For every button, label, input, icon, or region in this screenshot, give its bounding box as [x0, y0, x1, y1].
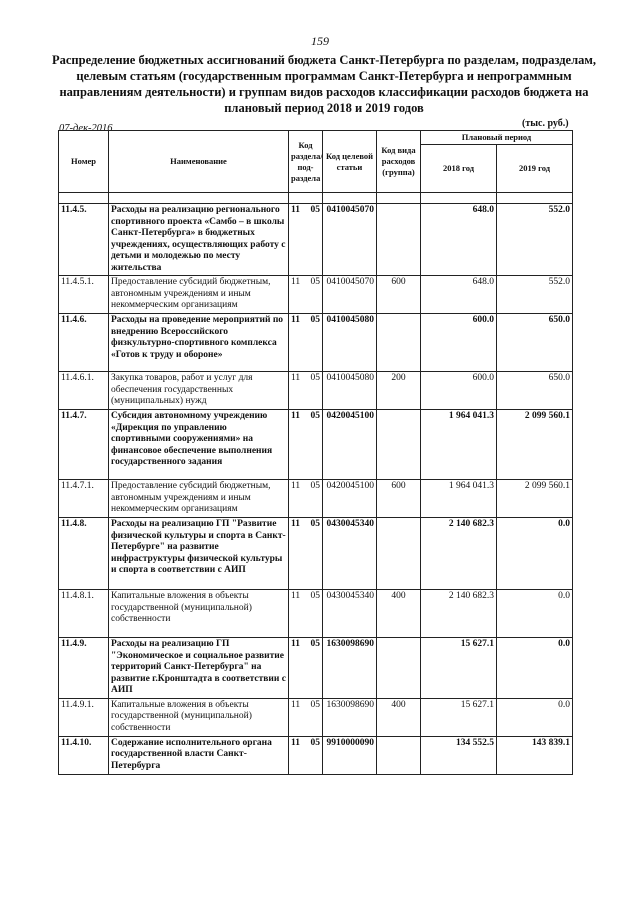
row-target-code: 0410045070	[323, 204, 377, 276]
row-subsection-code: 05	[310, 411, 320, 421]
row-section	[289, 372, 323, 410]
row-section-code: 11	[291, 699, 301, 710]
row-amount-2018: 600.0	[421, 314, 497, 372]
row-section	[289, 480, 323, 518]
row-expense-type	[377, 736, 421, 774]
header-planned-period: Плановый период	[421, 131, 573, 145]
row-target-code: 0410045070	[323, 276, 377, 314]
row-amount-2018: 2 140 682.3	[421, 518, 497, 590]
row-number: 11.4.8.1.	[59, 590, 109, 638]
row-expense-type	[377, 638, 421, 699]
row-section	[289, 314, 323, 372]
row-name: Расходы на реализацию регионального спортивного проекта «Самбо – в школы Санкт-Петербурга» в бюджетных учреждениях, осуществляющих работу с детьми и молодежью по месту жительства	[109, 204, 289, 276]
row-amount-2019: 0.0	[497, 698, 573, 736]
table-row	[59, 638, 573, 699]
row-amount-2019: 2 099 560.1	[497, 410, 573, 480]
row-amount-2019: 0.0	[497, 590, 573, 638]
row-number: 11.4.6.1.	[59, 372, 109, 410]
header-expense-type: Код вида расходов (группа)	[377, 131, 421, 193]
row-subsection-code: 05	[310, 591, 320, 601]
row-name: Предоставление субсидий бюджетным, автономным учреждениям и иным некоммерческим организациям	[109, 276, 289, 314]
row-expense-type: 600	[377, 276, 421, 314]
row-name: Расходы на проведение мероприятий по внедрению Всероссийского физкультурно-спортивного комплекса «Готов к труду и обороне»	[109, 314, 289, 372]
row-target-code: 0420045100	[323, 480, 377, 518]
row-name: Закупка товаров, работ и услуг для обеспечения государственных (муниципальных) нужд	[109, 372, 289, 410]
row-target-code: 1630098690	[323, 638, 377, 699]
table-row	[59, 480, 573, 518]
row-subsection-code: 05	[310, 481, 320, 491]
row-expense-type: 400	[377, 590, 421, 638]
header-number: Номер	[59, 131, 109, 193]
table-row	[59, 736, 573, 774]
row-amount-2019: 650.0	[497, 314, 573, 372]
row-subsection-code: 05	[310, 639, 320, 649]
row-number: 11.4.5.1.	[59, 276, 109, 314]
row-expense-type	[377, 518, 421, 590]
row-expense-type	[377, 204, 421, 276]
header-2019: 2019 год	[497, 145, 573, 193]
row-amount-2018: 15 627.1	[421, 638, 497, 699]
header-name: Наименование	[109, 131, 289, 193]
row-name: Расходы на реализацию ГП "Развитие физической культуры и спорта в Санкт-Петербурге" на развитие инфраструктуры физической культуры и спорта в соответствии с АИП	[109, 518, 289, 590]
row-number: 11.4.5.	[59, 204, 109, 276]
row-section-code: 11	[291, 315, 300, 325]
row-amount-2019: 143 839.1	[497, 736, 573, 774]
row-section-code: 11	[291, 591, 301, 601]
row-amount-2018: 648.0	[421, 204, 497, 276]
row-section-code: 11	[291, 373, 301, 383]
units-label: (тыс. руб.)	[522, 118, 569, 129]
row-amount-2019: 2 099 560.1	[497, 480, 573, 518]
row-number: 11.4.6.	[59, 314, 109, 372]
row-subsection-code: 05	[310, 277, 320, 287]
row-name: Расходы на реализацию ГП "Экономическое и социальное развитие территорий Санкт-Петербурга" на развитие г.Кронштадта в соответствии с АИП	[109, 638, 289, 699]
table-row	[59, 204, 573, 276]
document-date: 07-дек-2016	[59, 123, 113, 134]
row-name: Капитальные вложения в объекты государственной (муниципальной) собственности	[109, 590, 289, 638]
row-section	[289, 276, 323, 314]
row-subsection-code: 05	[310, 699, 320, 710]
row-target-code: 0410045080	[323, 314, 377, 372]
row-number: 11.4.9.1.	[59, 698, 109, 736]
row-amount-2019: 552.0	[497, 204, 573, 276]
table-row	[59, 590, 573, 638]
row-section	[289, 698, 323, 736]
row-section	[289, 410, 323, 480]
budget-table	[58, 130, 573, 775]
row-target-code: 9910000090	[323, 736, 377, 774]
row-expense-type	[377, 314, 421, 372]
row-number: 11.4.8.	[59, 518, 109, 590]
row-section	[289, 590, 323, 638]
row-expense-type: 600	[377, 480, 421, 518]
document-title: Распределение бюджетных ассигнований бюджета Санкт-Петербурга по разделам, подразделам, целевым статьям (государственным программам Санкт-Петербурга и непрограммным направлениям деятельности) и группам видов расходов классификации расходов бюджета на плановый период 2018 и 2019 годов	[51, 53, 597, 115]
row-section-code: 11	[291, 481, 301, 491]
table-body	[59, 204, 573, 775]
row-section-code: 11	[291, 639, 300, 649]
row-amount-2019: 650.0	[497, 372, 573, 410]
row-amount-2018: 648.0	[421, 276, 497, 314]
row-name: Предоставление субсидий бюджетным, автономным учреждениям и иным некоммерческим организациям	[109, 480, 289, 518]
row-amount-2019: 552.0	[497, 276, 573, 314]
table-row	[59, 410, 573, 480]
row-number: 11.4.7.	[59, 410, 109, 480]
row-target-code: 0430045340	[323, 518, 377, 590]
row-amount-2019: 0.0	[497, 638, 573, 699]
row-target-code: 0410045080	[323, 372, 377, 410]
row-target-code: 0430045340	[323, 590, 377, 638]
row-amount-2018: 134 552.5	[421, 736, 497, 774]
row-expense-type: 400	[377, 698, 421, 736]
row-name: Капитальные вложения в объекты государственной (муниципальной) собственности	[109, 698, 289, 736]
row-amount-2018: 1 964 041.3	[421, 410, 497, 480]
header-target: Код целевой статьи	[323, 131, 377, 193]
table-row	[59, 698, 573, 736]
table-row	[59, 372, 573, 410]
row-amount-2018: 600.0	[421, 372, 497, 410]
table-row	[59, 276, 573, 314]
row-section-code: 11	[291, 205, 300, 215]
row-amount-2019: 0.0	[497, 518, 573, 590]
row-target-code: 1630098690	[323, 698, 377, 736]
row-subsection-code: 05	[310, 737, 320, 748]
row-number: 11.4.10.	[59, 736, 109, 774]
row-section	[289, 204, 323, 276]
row-amount-2018: 2 140 682.3	[421, 590, 497, 638]
row-number: 11.4.9.	[59, 638, 109, 699]
row-section-code: 11	[291, 411, 300, 421]
row-section-code: 11	[291, 277, 301, 287]
row-subsection-code: 05	[310, 205, 320, 215]
row-section-code: 11	[291, 519, 300, 529]
header-spacer	[59, 193, 573, 204]
row-expense-type	[377, 410, 421, 480]
row-amount-2018: 1 964 041.3	[421, 480, 497, 518]
page-number: 159	[311, 34, 329, 48]
row-name: Субсидия автономному учреждению «Дирекция по управлению спортивными сооружениями» на финансовое обеспечение выполнения государственного задания	[109, 410, 289, 480]
row-subsection-code: 05	[310, 315, 320, 325]
table-row	[59, 518, 573, 590]
row-section-code: 11	[291, 737, 300, 748]
header-2018: 2018 год	[421, 145, 497, 193]
header-section: Код раздела/ под-раздела	[289, 131, 323, 193]
row-name: Содержание исполнительного органа государственной власти Санкт-Петербурга	[109, 736, 289, 774]
table-row	[59, 314, 573, 372]
row-expense-type: 200	[377, 372, 421, 410]
row-section	[289, 518, 323, 590]
row-section	[289, 736, 323, 774]
row-section	[289, 638, 323, 699]
row-target-code: 0420045100	[323, 410, 377, 480]
row-number: 11.4.7.1.	[59, 480, 109, 518]
row-amount-2018: 15 627.1	[421, 698, 497, 736]
row-subsection-code: 05	[310, 373, 320, 383]
row-subsection-code: 05	[310, 519, 320, 529]
